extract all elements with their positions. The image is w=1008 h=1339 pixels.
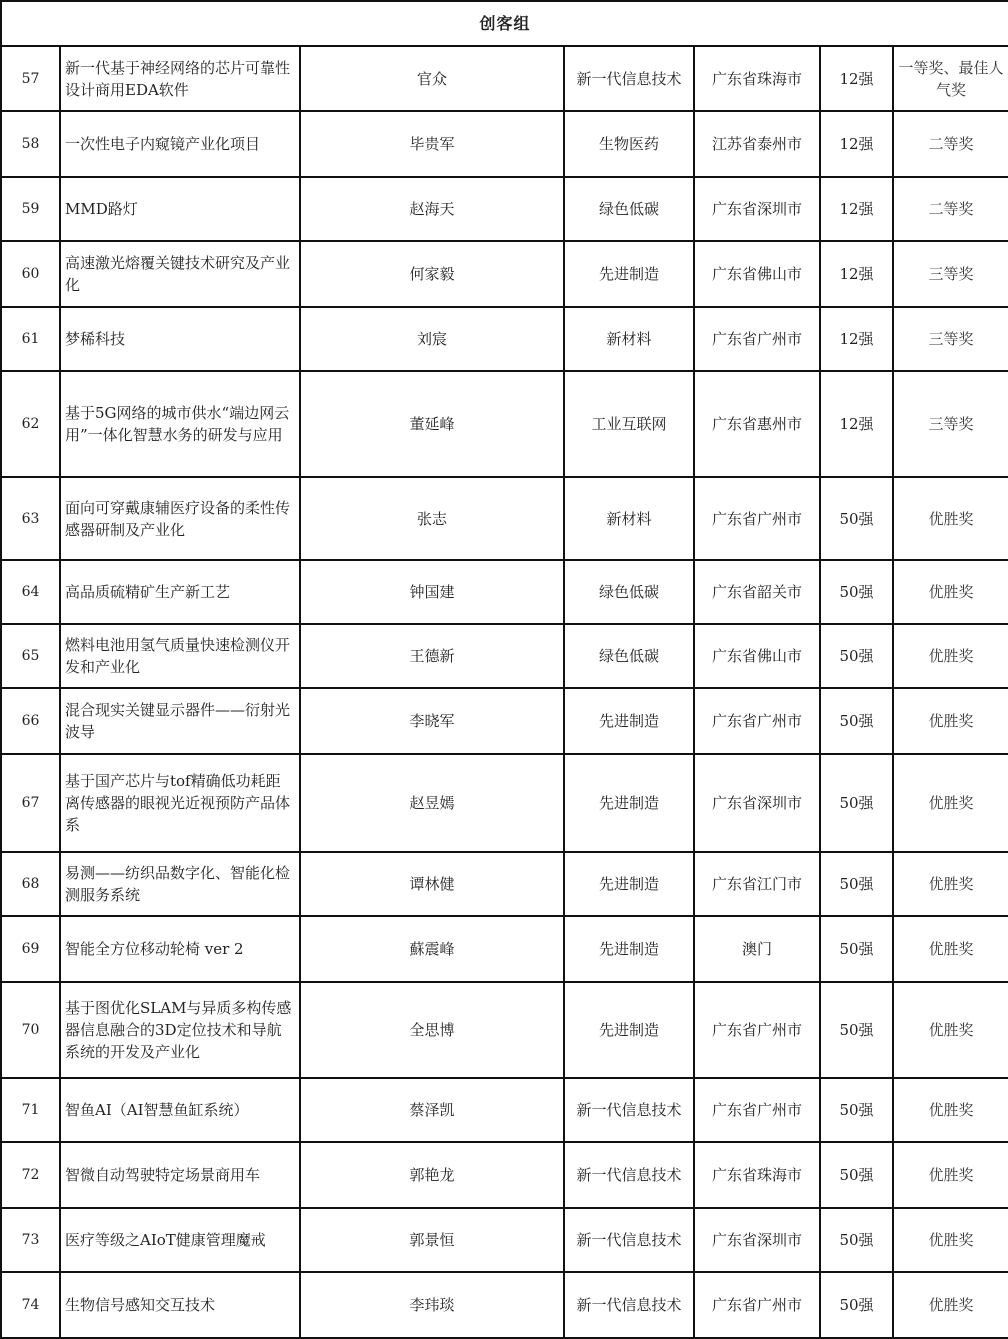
row-number: 59 xyxy=(1,177,60,241)
award: 优胜奖 xyxy=(893,982,1008,1078)
applicant-name: 郭艳龙 xyxy=(300,1142,564,1208)
industry-field: 先进制造 xyxy=(564,688,694,754)
applicant-name: 何家毅 xyxy=(300,241,564,307)
project-name: 燃料电池用氢气质量快速检测仪开发和产业化 xyxy=(60,624,300,688)
ranking: 50强 xyxy=(820,624,893,688)
group-title: 创客组 xyxy=(1,1,1008,46)
row-number: 71 xyxy=(1,1078,60,1142)
ranking: 12强 xyxy=(820,46,893,111)
project-name: MMD路灯 xyxy=(60,177,300,241)
ranking: 50强 xyxy=(820,754,893,852)
ranking: 50强 xyxy=(820,852,893,916)
row-number: 62 xyxy=(1,371,60,477)
region: 广东省广州市 xyxy=(694,1078,820,1142)
table-row xyxy=(1,46,1008,111)
table-row xyxy=(1,982,1008,1078)
table-row xyxy=(1,111,1008,177)
industry-field: 新一代信息技术 xyxy=(564,1272,694,1338)
award: 优胜奖 xyxy=(893,1208,1008,1272)
ranking: 12强 xyxy=(820,371,893,477)
industry-field: 新一代信息技术 xyxy=(564,46,694,111)
applicant-name: 李晓军 xyxy=(300,688,564,754)
award: 优胜奖 xyxy=(893,477,1008,560)
applicant-name: 张志 xyxy=(300,477,564,560)
region: 广东省广州市 xyxy=(694,688,820,754)
industry-field: 先进制造 xyxy=(564,754,694,852)
award: 二等奖 xyxy=(893,111,1008,177)
row-number: 63 xyxy=(1,477,60,560)
industry-field: 绿色低碳 xyxy=(564,560,694,624)
award: 优胜奖 xyxy=(893,852,1008,916)
applicant-name: 全思博 xyxy=(300,982,564,1078)
table-row xyxy=(1,371,1008,477)
row-number: 67 xyxy=(1,754,60,852)
region: 广东省佛山市 xyxy=(694,241,820,307)
row-number: 57 xyxy=(1,46,60,111)
applicant-name: 王德新 xyxy=(300,624,564,688)
project-name: 基于图优化SLAM与异质多构传感器信息融合的3D定位技术和导航系统的开发及产业化 xyxy=(60,982,300,1078)
project-name: 基于国产芯片与tof精确低功耗距离传感器的眼视光近视预防产品体系 xyxy=(60,754,300,852)
award: 优胜奖 xyxy=(893,1272,1008,1338)
region: 广东省珠海市 xyxy=(694,46,820,111)
ranking: 12强 xyxy=(820,307,893,371)
table-row xyxy=(1,1272,1008,1338)
project-name: 面向可穿戴康辅医疗设备的柔性传感器研制及产业化 xyxy=(60,477,300,560)
table-row xyxy=(1,1142,1008,1208)
row-number: 73 xyxy=(1,1208,60,1272)
region: 广东省广州市 xyxy=(694,477,820,560)
applicant-name: 李玮琰 xyxy=(300,1272,564,1338)
industry-field: 新一代信息技术 xyxy=(564,1078,694,1142)
industry-field: 新一代信息技术 xyxy=(564,1208,694,1272)
applicant-name: 蘇震峰 xyxy=(300,916,564,982)
industry-field: 先进制造 xyxy=(564,982,694,1078)
award: 优胜奖 xyxy=(893,1142,1008,1208)
project-name: 高品质硫精矿生产新工艺 xyxy=(60,560,300,624)
award: 优胜奖 xyxy=(893,688,1008,754)
ranking: 12强 xyxy=(820,241,893,307)
project-name: 智鱼AI（AI智慧鱼缸系统） xyxy=(60,1078,300,1142)
applicant-name: 蔡泽凯 xyxy=(300,1078,564,1142)
award: 优胜奖 xyxy=(893,624,1008,688)
region: 广东省深圳市 xyxy=(694,177,820,241)
region: 广东省广州市 xyxy=(694,982,820,1078)
award: 二等奖 xyxy=(893,177,1008,241)
table-row xyxy=(1,1078,1008,1142)
project-name: 智能全方位移动轮椅 ver 2 xyxy=(60,916,300,982)
row-number: 69 xyxy=(1,916,60,982)
table-row xyxy=(1,477,1008,560)
ranking: 50强 xyxy=(820,916,893,982)
ranking: 50强 xyxy=(820,1142,893,1208)
row-number: 58 xyxy=(1,111,60,177)
industry-field: 生物医药 xyxy=(564,111,694,177)
industry-field: 新一代信息技术 xyxy=(564,1142,694,1208)
applicant-name: 谭林健 xyxy=(300,852,564,916)
ranking: 50强 xyxy=(820,1272,893,1338)
region: 广东省广州市 xyxy=(694,307,820,371)
ranking: 12强 xyxy=(820,111,893,177)
award: 三等奖 xyxy=(893,371,1008,477)
project-name: 生物信号感知交互技术 xyxy=(60,1272,300,1338)
award: 三等奖 xyxy=(893,307,1008,371)
award: 优胜奖 xyxy=(893,560,1008,624)
table-row xyxy=(1,688,1008,754)
ranking: 50强 xyxy=(820,1208,893,1272)
region: 广东省惠州市 xyxy=(694,371,820,477)
industry-field: 绿色低碳 xyxy=(564,177,694,241)
region: 澳门 xyxy=(694,916,820,982)
region: 广东省珠海市 xyxy=(694,1142,820,1208)
ranking: 50强 xyxy=(820,982,893,1078)
region: 广东省广州市 xyxy=(694,1272,820,1338)
table-row xyxy=(1,1208,1008,1272)
row-number: 64 xyxy=(1,560,60,624)
ranking: 50强 xyxy=(820,1078,893,1142)
region: 广东省佛山市 xyxy=(694,624,820,688)
table-row xyxy=(1,624,1008,688)
industry-field: 新材料 xyxy=(564,477,694,560)
project-name: 梦稀科技 xyxy=(60,307,300,371)
ranking: 12强 xyxy=(820,177,893,241)
award: 优胜奖 xyxy=(893,754,1008,852)
project-name: 基于5G网络的城市供水“端边网云用”一体化智慧水务的研发与应用 xyxy=(60,371,300,477)
region: 广东省韶关市 xyxy=(694,560,820,624)
industry-field: 先进制造 xyxy=(564,241,694,307)
row-number: 70 xyxy=(1,982,60,1078)
region: 广东省深圳市 xyxy=(694,1208,820,1272)
row-number: 72 xyxy=(1,1142,60,1208)
table-row xyxy=(1,241,1008,307)
ranking: 50强 xyxy=(820,477,893,560)
project-name: 高速激光熔覆关键技术研究及产业化 xyxy=(60,241,300,307)
applicant-name: 官众 xyxy=(300,46,564,111)
applicant-name: 董延峰 xyxy=(300,371,564,477)
row-number: 65 xyxy=(1,624,60,688)
project-name: 一次性电子内窥镜产业化项目 xyxy=(60,111,300,177)
industry-field: 先进制造 xyxy=(564,916,694,982)
project-name: 新一代基于神经网络的芯片可靠性设计商用EDA软件 xyxy=(60,46,300,111)
applicant-name: 赵昱嫣 xyxy=(300,754,564,852)
table-row xyxy=(1,177,1008,241)
industry-field: 新材料 xyxy=(564,307,694,371)
table-row xyxy=(1,560,1008,624)
industry-field: 绿色低碳 xyxy=(564,624,694,688)
award: 三等奖 xyxy=(893,241,1008,307)
applicant-name: 刘宸 xyxy=(300,307,564,371)
applicant-name: 毕贵军 xyxy=(300,111,564,177)
applicant-name: 赵海天 xyxy=(300,177,564,241)
region: 江苏省泰州市 xyxy=(694,111,820,177)
award: 一等奖、最佳人气奖 xyxy=(893,46,1008,111)
applicant-name: 郭景恒 xyxy=(300,1208,564,1272)
project-name: 智微自动驾驶特定场景商用车 xyxy=(60,1142,300,1208)
group-header-row xyxy=(1,1,1008,46)
award: 优胜奖 xyxy=(893,916,1008,982)
project-name: 易测——纺织品数字化、智能化检测服务系统 xyxy=(60,852,300,916)
row-number: 61 xyxy=(1,307,60,371)
project-name: 混合现实关键显示器件——衍射光波导 xyxy=(60,688,300,754)
row-number: 74 xyxy=(1,1272,60,1338)
industry-field: 先进制造 xyxy=(564,852,694,916)
ranking: 50强 xyxy=(820,560,893,624)
applicant-name: 钟国建 xyxy=(300,560,564,624)
ranking: 50强 xyxy=(820,688,893,754)
row-number: 68 xyxy=(1,852,60,916)
award: 优胜奖 xyxy=(893,1078,1008,1142)
region: 广东省深圳市 xyxy=(694,754,820,852)
table-row xyxy=(1,307,1008,371)
industry-field: 工业互联网 xyxy=(564,371,694,477)
region: 广东省江门市 xyxy=(694,852,820,916)
row-number: 60 xyxy=(1,241,60,307)
table-row xyxy=(1,754,1008,852)
table-row xyxy=(1,916,1008,982)
table-row xyxy=(1,852,1008,916)
project-name: 医疗等级之AIoT健康管理魔戒 xyxy=(60,1208,300,1272)
row-number: 66 xyxy=(1,688,60,754)
